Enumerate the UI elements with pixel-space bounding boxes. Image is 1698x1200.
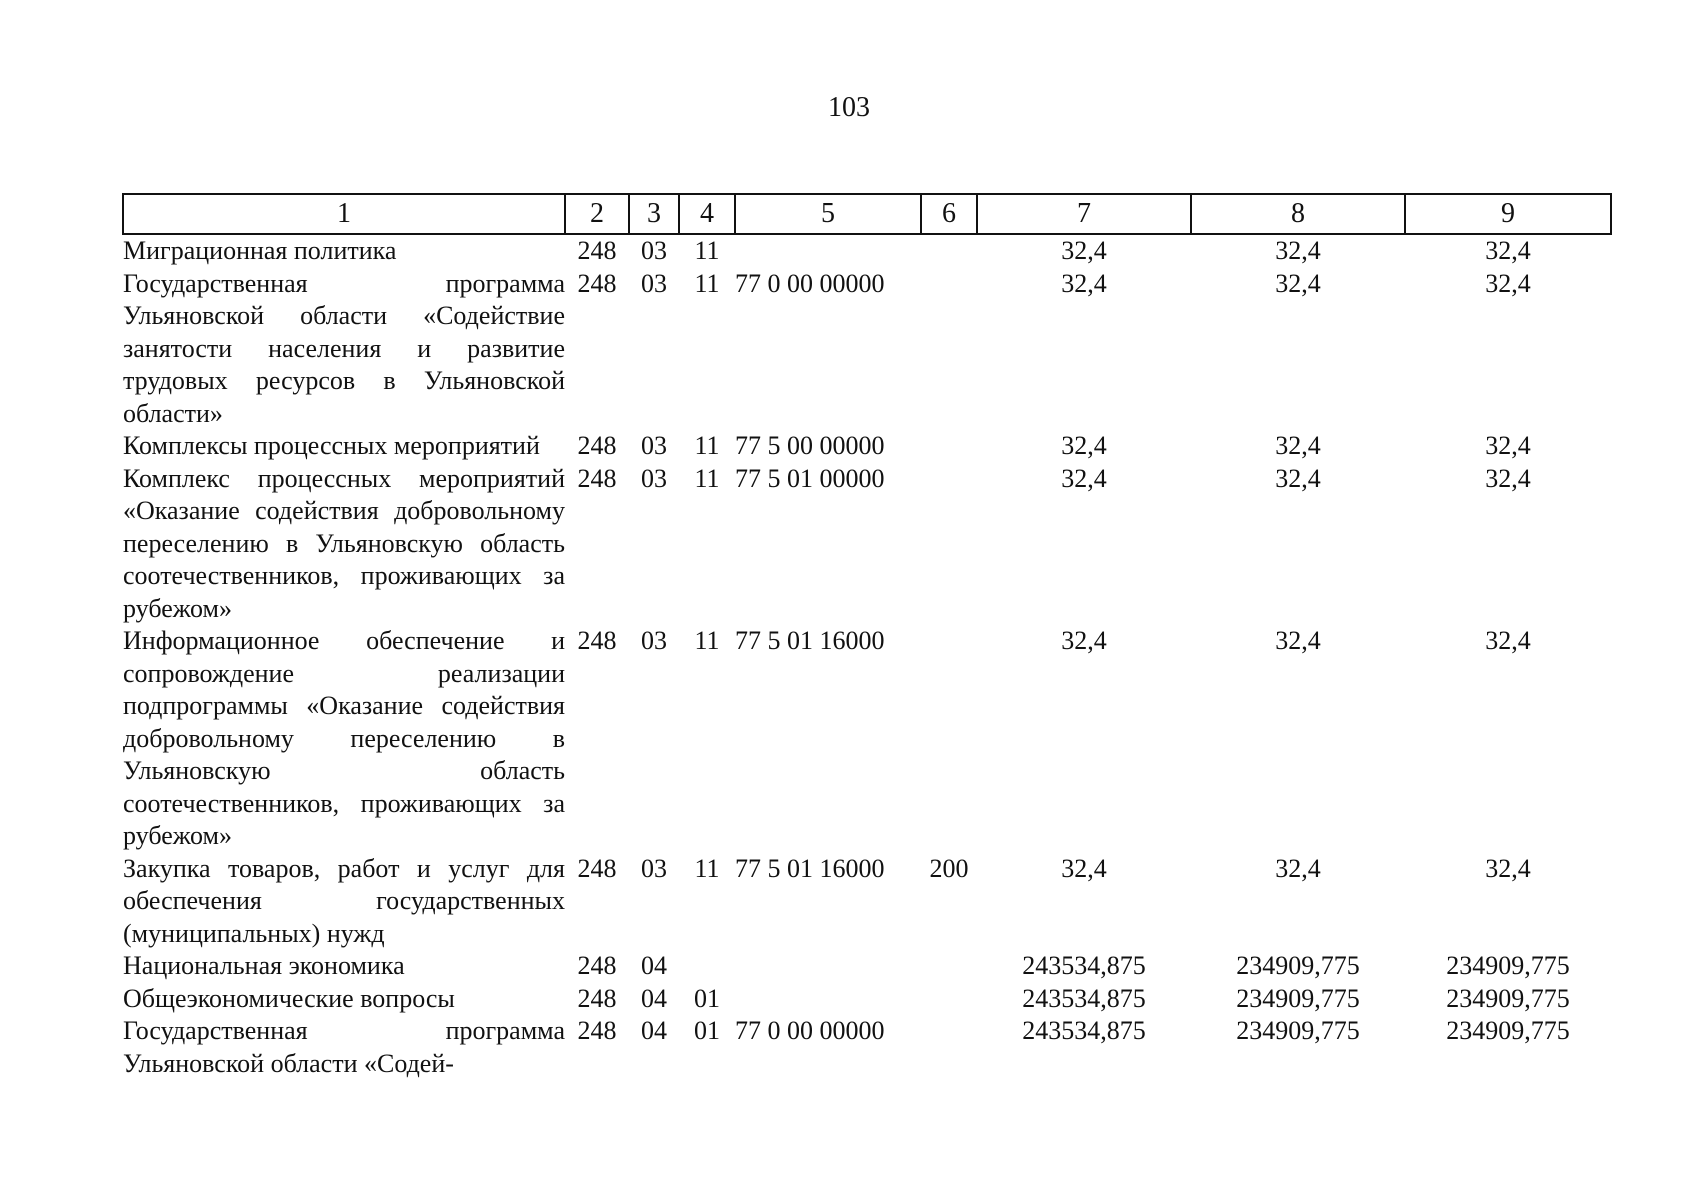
row-name: Комплексы процессных мероприятий: [123, 431, 540, 460]
row-code-subsection: 11: [694, 236, 720, 265]
row-target-article: [735, 983, 921, 1016]
row-amount-7: 32,4: [1061, 626, 1107, 655]
row-code-subsection: 11: [694, 463, 720, 493]
row-amount-7: 32,4: [1061, 853, 1107, 883]
row-expense-type: [921, 983, 977, 1016]
row-code-section: 03: [641, 268, 667, 298]
row-target-article: [735, 950, 921, 983]
table-row: [123, 1015, 1611, 1080]
table-row: [123, 234, 1611, 268]
row-amount-8: 32,4: [1275, 626, 1321, 655]
row-code-section: 04: [641, 951, 667, 980]
row-amount-7: 243534,875: [1022, 983, 1146, 1013]
budget-table: [122, 193, 1612, 1080]
row-amount-7: 32,4: [1061, 236, 1107, 265]
row-amount-9: 234909,775: [1446, 1016, 1570, 1045]
row-code-subsection: [679, 950, 735, 983]
header-col-9: 9: [1405, 194, 1611, 234]
row-amount-9: 32,4: [1485, 268, 1531, 298]
row-target-article: 77 5 01 16000: [735, 626, 885, 655]
row-amount-9: 32,4: [1485, 463, 1531, 493]
row-target-article: 77 0 00 00000: [735, 1016, 885, 1045]
header-row: [123, 194, 1611, 234]
row-name: Государственная программа Ульяновской области «Содей-: [123, 1016, 565, 1078]
row-code-subsection: 11: [694, 853, 720, 883]
row-amount-8: 32,4: [1275, 236, 1321, 265]
page-number: 103: [828, 92, 870, 123]
row-amount-8: 32,4: [1275, 853, 1321, 883]
row-code-section: 04: [641, 983, 667, 1013]
row-name: Государственная программа Ульяновской области «Содействие занятости населения и развитие трудовых ресурсов в Ульяновской области»: [123, 268, 565, 428]
row-code-ministry: 248: [577, 431, 617, 460]
row-code-subsection: 11: [694, 268, 720, 298]
row-expense-type: [921, 625, 977, 853]
row-name: Информационное обеспечение и сопровождение реализации подпрограммы «Оказание содействия добровольному переселению в Ульяновскую область соотечественников, проживающих за рубежом»: [123, 626, 565, 850]
row-code-ministry: 248: [577, 1016, 617, 1045]
table-row: [123, 853, 1611, 951]
row-expense-type: [921, 1015, 977, 1080]
row-code-section: 03: [641, 431, 667, 460]
row-amount-9: 32,4: [1485, 236, 1531, 265]
row-amount-7: 32,4: [1061, 463, 1107, 493]
row-amount-8: 32,4: [1275, 431, 1321, 460]
row-code-section: 03: [641, 463, 667, 493]
header-col-8: 8: [1191, 194, 1405, 234]
row-target-article: 77 5 01 00000: [735, 463, 885, 493]
row-expense-type: 200: [929, 853, 969, 883]
table-row: [123, 625, 1611, 853]
row-amount-8: 32,4: [1275, 268, 1321, 298]
header-col-4: 4: [679, 194, 735, 234]
row-amount-8: 234909,775: [1236, 951, 1360, 980]
row-code-ministry: 248: [577, 268, 617, 298]
row-expense-type: [921, 463, 977, 626]
row-code-section: 03: [641, 626, 667, 655]
row-amount-9: 234909,775: [1446, 951, 1570, 980]
row-code-ministry: 248: [577, 951, 617, 980]
row-amount-7: 32,4: [1061, 268, 1107, 298]
row-code-subsection: 11: [694, 626, 720, 655]
row-expense-type: [921, 950, 977, 983]
row-code-ministry: 248: [577, 983, 617, 1013]
row-name: Общеэкономические вопросы: [123, 983, 455, 1013]
header-col-3: 3: [629, 194, 679, 234]
header-col-2: 2: [565, 194, 629, 234]
row-code-section: 03: [641, 236, 667, 265]
row-target-article: [735, 234, 921, 268]
row-name: Миграционная политика: [123, 236, 397, 265]
row-code-ministry: 248: [577, 463, 617, 493]
row-target-article: 77 5 00 00000: [735, 431, 885, 460]
row-expense-type: [921, 268, 977, 431]
header-col-7: 7: [977, 194, 1191, 234]
row-target-article: 77 5 01 16000: [735, 853, 885, 883]
row-amount-9: 32,4: [1485, 853, 1531, 883]
header-col-1: 1: [123, 194, 565, 234]
row-target-article: 77 0 00 00000: [735, 268, 885, 298]
row-amount-8: 234909,775: [1236, 1016, 1360, 1045]
row-code-subsection: 11: [694, 431, 720, 460]
table-row: [123, 463, 1611, 626]
row-code-ministry: 248: [577, 626, 617, 655]
row-amount-9: 32,4: [1485, 626, 1531, 655]
row-expense-type: [921, 430, 977, 463]
row-name: Национальная экономика: [123, 951, 405, 980]
row-expense-type: [921, 234, 977, 268]
row-code-ministry: 248: [577, 853, 617, 883]
header-col-5: 5: [735, 194, 921, 234]
table-row: [123, 950, 1611, 983]
row-amount-8: 234909,775: [1236, 983, 1360, 1013]
row-amount-7: 32,4: [1061, 431, 1107, 460]
row-code-subsection: 01: [694, 1016, 720, 1045]
row-amount-7: 243534,875: [1022, 1016, 1146, 1045]
row-amount-9: 32,4: [1485, 431, 1531, 460]
row-amount-9: 234909,775: [1446, 983, 1570, 1013]
row-code-ministry: 248: [577, 236, 617, 265]
row-amount-7: 243534,875: [1022, 951, 1146, 980]
row-name: Закупка товаров, работ и услуг для обеспечения государственных (муниципальных) нужд: [123, 853, 565, 948]
table-row: [123, 268, 1611, 431]
row-code-subsection: 01: [694, 983, 720, 1013]
row-name: Комплекс процессных мероприятий «Оказание содействия добровольному переселению в Ульяновскую область соотечественников, проживающих за рубежом»: [123, 463, 565, 623]
row-code-section: 03: [641, 853, 667, 883]
header-col-6: 6: [921, 194, 977, 234]
row-amount-8: 32,4: [1275, 463, 1321, 493]
table-row: [123, 430, 1611, 463]
table-row: [123, 983, 1611, 1016]
row-code-section: 04: [641, 1016, 667, 1045]
